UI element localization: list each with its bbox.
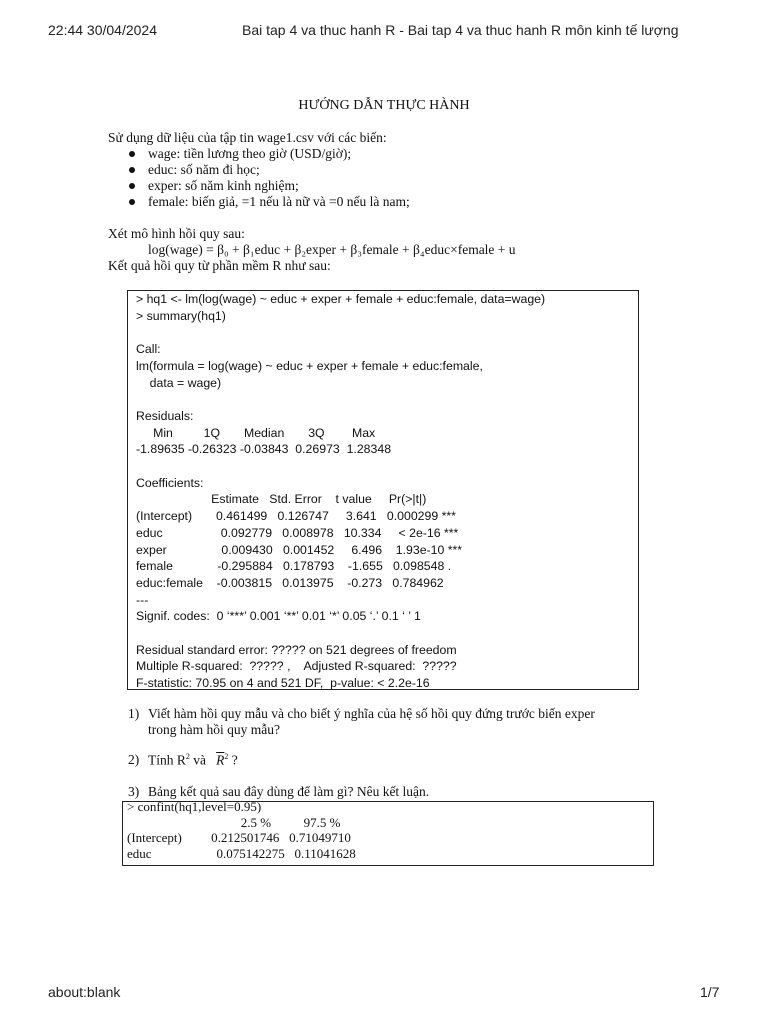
- model-equation: log(wage) = β₀ + β₁educ + β₂exper + β₃female + β₄educ×female + u: [148, 242, 516, 257]
- intro-text: Sử dụng dữ liệu của tập tin wage1.csv với các biến:: [108, 130, 387, 145]
- r-output-box: [127, 290, 639, 690]
- bullet-icon: [129, 167, 135, 173]
- bullet-icon: [129, 199, 135, 205]
- model-intro: Xét mô hình hồi quy sau:: [108, 226, 245, 241]
- print-datetime: 22:44 30/04/2024: [48, 22, 157, 38]
- list-item: educ: số năm đi học;: [128, 162, 410, 178]
- confint-output: > confint(hq1,level=0.95) 2.5 % 97.5 % (Intercept) 0.212501746 0.71049710 educ 0.075142275 0.11041628: [127, 799, 356, 861]
- list-item: wage: tiền lương theo giờ (USD/giờ);: [128, 146, 410, 162]
- list-item: exper: số năm kinh nghiệm;: [128, 178, 410, 194]
- page-title: HƯỚNG DẪN THỰC HÀNH: [298, 98, 470, 113]
- bullet-icon: [129, 183, 135, 189]
- list-item: female: biến giả, =1 nếu là nữ và =0 nếu là nam;: [128, 194, 410, 210]
- r-summary-output: > hq1 <- lm(log(wage) ~ educ + exper + female + educ:female, data=wage) > summary(hq1) Call: lm(formula = log(wage) ~ educ + exper + female + educ:female, data = wage) Residuals: Min 1Q Median 3Q Max -1.89635 -0.26323 -0.03843 0.26973 1.28348 Coefficients: Estimate Std. Error t value Pr(>|t|) (Intercept) 0.461499 0.126747 3.641 0.000299 *** educ 0.092779 0.008978 10.334 < 2e-16 *** exper 0.009430 0.001452 6.496 1.93e-10 *** female -0.295884 0.178793 -1.655 0.098548 . educ:female -0.003815 0.013975 -0.273 0.784962 --- Signif. codes: 0 ‘***’ 0.001 ‘**’ 0.01 ‘*’ 0.05 ‘.’ 0.1 ‘ ’ 1 Residual standard error: ????? on 521 degrees of freedom Multiple R-squared: ????? , Adjusted R-squared: ????? F-statistic: 70.95 on 4 and 521 DF, p-value: < 2.2e-16: [136, 292, 546, 691]
- print-footer-url: about:blank: [48, 984, 121, 1000]
- page-number: 1/7: [700, 984, 720, 1000]
- confint-output-box: [122, 801, 654, 866]
- variable-list: [128, 146, 410, 210]
- print-header-title: Bai tap 4 va thuc hanh R - Bai tap 4 va thuc hanh R môn kinh tế lượng: [242, 22, 679, 38]
- bullet-icon: [129, 151, 135, 157]
- result-intro: Kết quả hồi quy từ phần mềm R như sau:: [108, 258, 331, 273]
